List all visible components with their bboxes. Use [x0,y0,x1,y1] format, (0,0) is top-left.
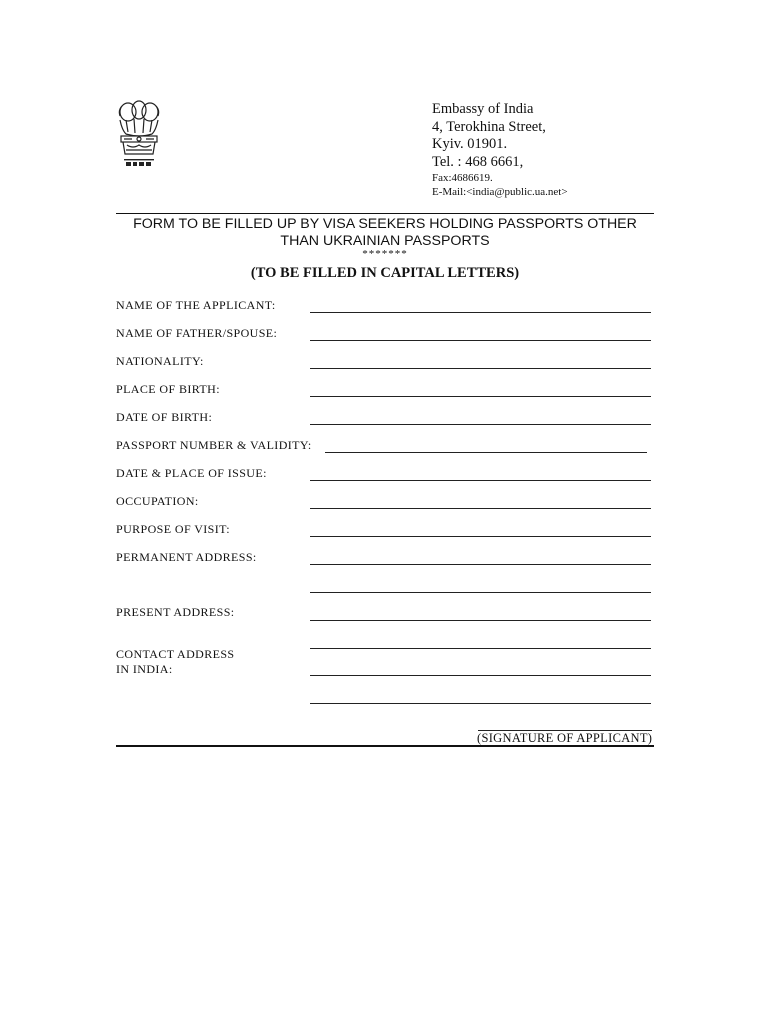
title-stars: ******* [362,248,408,260]
passport-field[interactable] [325,452,647,453]
nationality-field[interactable] [310,368,651,369]
label-place-of-birth: PLACE OF BIRTH: [116,382,220,396]
label-passport: PASSPORT NUMBER & VALIDITY: [116,438,312,452]
purpose-field[interactable] [310,536,651,537]
label-contact-address-1: CONTACT ADDRESS [116,647,235,661]
place-of-birth-field[interactable] [310,396,651,397]
contact-address-field-1[interactable] [310,675,651,676]
embassy-street: 4, Terokhina Street, [432,118,546,135]
form-title-line-1: FORM TO BE FILLED UP BY VISA SEEKERS HOLDING PASSPORTS OTHER [133,216,637,232]
label-contact-address-2: IN INDIA: [116,662,173,676]
issue-field[interactable] [310,480,651,481]
label-occupation: OCCUPATION: [116,494,199,508]
national-emblem-icon [112,98,166,172]
form-title [116,216,654,250]
label-permanent-address: PERMANENT ADDRESS: [116,550,257,564]
capital-letters-instruction: (TO BE FILLED IN CAPITAL LETTERS) [250,265,520,281]
embassy-fax: Fax:4686619. [432,172,493,184]
embassy-tel: Tel. : 468 6661, [432,153,524,170]
date-of-birth-field[interactable] [310,424,651,425]
bottom-divider [116,745,654,747]
label-date-of-birth: DATE OF BIRTH: [116,410,213,424]
top-divider [116,213,654,214]
occupation-field[interactable] [310,508,651,509]
present-address-field-2[interactable] [310,648,651,649]
permanent-address-field-1[interactable] [310,564,651,565]
label-purpose: PURPOSE OF VISIT: [116,522,231,536]
present-address-field-1[interactable] [310,620,651,621]
label-nationality: NATIONALITY: [116,354,204,368]
signature-label: (SIGNATURE OF APPLICANT) [477,731,653,745]
applicant-name-field[interactable] [310,312,651,313]
label-present-address: PRESENT ADDRESS: [116,605,235,619]
label-issue: DATE & PLACE OF ISSUE: [116,466,267,480]
contact-address-field-2[interactable] [310,703,651,704]
father-spouse-field[interactable] [310,340,651,341]
form-title-line-2: THAN UKRAINIAN PASSPORTS [280,233,490,249]
embassy-address-block [432,101,568,199]
embassy-name: Embassy of India [432,101,534,117]
label-applicant-name: NAME OF THE APPLICANT: [116,298,276,312]
embassy-city: Kyiv. 01901. [432,136,508,152]
label-father-spouse: NAME OF FATHER/SPOUSE: [116,326,278,340]
embassy-email: E-Mail:<india@public.ua.net> [432,186,568,198]
permanent-address-field-2[interactable] [310,592,651,593]
